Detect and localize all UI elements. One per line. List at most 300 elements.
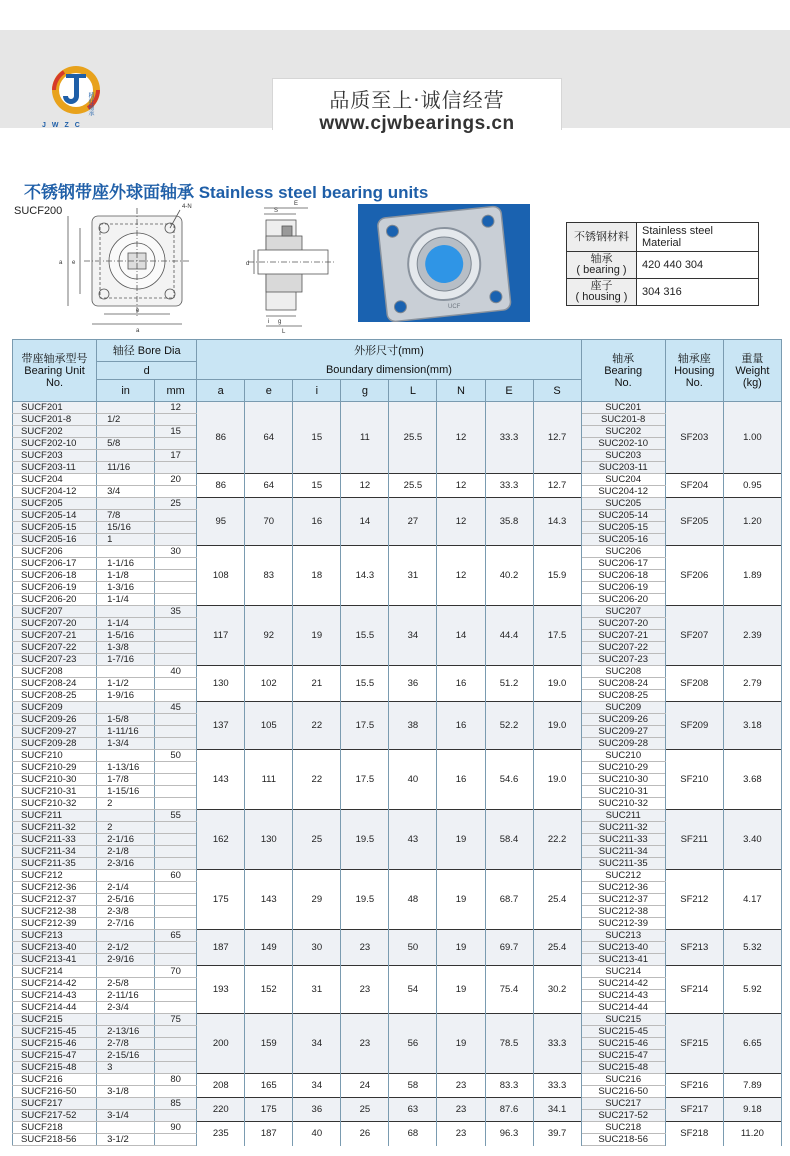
dim-e: 58.4 [485,810,533,870]
bore-in: 2-5/16 [97,894,155,906]
dim-e: 111 [245,750,293,810]
brand-box [272,78,562,134]
unit-number: SUCF206-19 [13,582,97,594]
bore-mm [155,558,197,570]
bore-mm [155,846,197,858]
dim-a: 86 [197,402,245,474]
bore-in: 2-9/16 [97,954,155,966]
unit-number: SUCF211-32 [13,822,97,834]
bore-mm [155,414,197,426]
bore-in: 2 [97,822,155,834]
bearing-number: SUC207-21 [581,630,665,642]
bore-in [97,870,155,882]
unit-number: SUCF207-23 [13,654,97,666]
bore-in: 1-1/4 [97,594,155,606]
bearing-number: SUC211 [581,810,665,822]
bore-mm [155,630,197,642]
bore-in: 1-5/16 [97,630,155,642]
bore-in: 1-1/2 [97,678,155,690]
material-table [566,222,759,306]
unit-number: SUCF210 [13,750,97,762]
bore-in: 1-3/4 [97,738,155,750]
header-weight-en: Weight [735,364,770,377]
bore-mm [155,1062,197,1074]
bearing-number: SUC211-34 [581,846,665,858]
unit-number: SUCF210-29 [13,762,97,774]
bore-mm [155,1038,197,1050]
housing-number: SF214 [665,966,723,1014]
unit-number: SUCF215-45 [13,1026,97,1038]
unit-number: SUCF212-36 [13,882,97,894]
spec-table [12,339,782,1146]
table-row [13,1098,782,1110]
bearing-number: SUC205-15 [581,522,665,534]
header-bearing [581,340,665,402]
bearing-number: SUC209-26 [581,714,665,726]
unit-number: SUCF209-28 [13,738,97,750]
housing-number: SF210 [665,750,723,810]
unit-number: SUCF201-8 [13,414,97,426]
bore-mm [155,1002,197,1014]
bore-mm [155,906,197,918]
dim-e: 92 [245,606,293,666]
bore-mm [155,954,197,966]
bore-mm: 55 [155,810,197,822]
bearing-number: SUC213-40 [581,942,665,954]
label-S: S [274,208,279,214]
table-row [13,870,782,882]
header-weight-unit: (kg) [742,376,762,389]
unit-number: SUCF211-35 [13,858,97,870]
bore-in [97,930,155,942]
bore-in: 3-1/8 [97,1086,155,1098]
header-mm: mm [155,380,197,402]
dim-e: 54.6 [485,750,533,810]
unit-number: SUCF207-22 [13,642,97,654]
bore-in: 2-1/16 [97,834,155,846]
dim-n: 12 [437,546,485,606]
bore-mm [155,1110,197,1122]
header-weight [723,340,781,402]
bore-in: 3-1/4 [97,1110,155,1122]
dim-l: 63 [389,1098,437,1122]
bearing-number: SUC209-28 [581,738,665,750]
bore-in: 2-7/16 [97,918,155,930]
bore-in: 3/4 [97,486,155,498]
dim-e: 143 [245,870,293,930]
bearing-number: SUC202 [581,426,665,438]
header-dim-g: g [341,380,389,402]
dim-s: 22.2 [533,810,581,870]
bore-in: 2 [97,798,155,810]
bearing-number: SUC218 [581,1122,665,1134]
dim-e: 64 [245,402,293,474]
table-row [13,1014,782,1026]
bore-mm: 85 [155,1098,197,1110]
material-value: 304 316 [637,279,759,306]
dim-e: 159 [245,1014,293,1074]
bore-in: 3 [97,1062,155,1074]
dim-a: 193 [197,966,245,1014]
material-row [567,223,759,252]
dim-s: 14.3 [533,498,581,546]
bearing-number: SUC212-36 [581,882,665,894]
material-key-cn: 座子 [590,280,613,292]
bore-mm: 35 [155,606,197,618]
unit-number: SUCF212-37 [13,894,97,906]
bore-in: 1-1/8 [97,570,155,582]
bearing-number: SUC203-11 [581,462,665,474]
dim-a: 175 [197,870,245,930]
dim-i: 30 [293,930,341,966]
material-key-en: ( bearing ) [576,264,627,276]
bore-mm [155,1050,197,1062]
bore-mm: 70 [155,966,197,978]
bore-in: 1-11/16 [97,726,155,738]
bearing-number: SUC204 [581,474,665,486]
unit-number: SUCF212-39 [13,918,97,930]
dim-i: 22 [293,702,341,750]
unit-number: SUCF207 [13,606,97,618]
bearing-number: SUC203 [581,450,665,462]
dim-n: 23 [437,1074,485,1098]
housing-number: SF207 [665,606,723,666]
bore-mm [155,462,197,474]
table-row [13,474,782,486]
bearing-number: SUC201-8 [581,414,665,426]
header-housing-en: Housing [674,364,715,377]
dim-i: 22 [293,750,341,810]
header-dim-n: N [437,380,485,402]
bearing-number: SUC209-27 [581,726,665,738]
unit-number: SUCF211-34 [13,846,97,858]
dim-e: 44.4 [485,606,533,666]
dim-i: 29 [293,870,341,930]
housing-number: SF216 [665,1074,723,1098]
bore-mm: 25 [155,498,197,510]
bore-in: 7/8 [97,510,155,522]
weight-value: 0.95 [723,474,781,498]
unit-number: SUCF208-25 [13,690,97,702]
table-row [13,1074,782,1086]
bore-mm [155,738,197,750]
unit-number: SUCF209-27 [13,726,97,738]
bearing-number: SUC210-29 [581,762,665,774]
dim-a: 86 [197,474,245,498]
bearing-number: SUC205 [581,498,665,510]
bore-in [97,1014,155,1026]
bearing-number: SUC215-47 [581,1050,665,1062]
bore-in [97,546,155,558]
dim-n: 19 [437,870,485,930]
dim-s: 25.4 [533,870,581,930]
bore-in [97,702,155,714]
housing-number: SF204 [665,474,723,498]
bearing-number: SUC214-44 [581,1002,665,1014]
bore-in: 2-11/16 [97,990,155,1002]
bore-in [97,1098,155,1110]
bore-mm [155,882,197,894]
dim-a: 108 [197,546,245,606]
dim-e: 187 [245,1122,293,1146]
dim-e: 149 [245,930,293,966]
table-row [13,606,782,618]
unit-number: SUCF211-33 [13,834,97,846]
bore-mm: 12 [155,402,197,414]
dim-g: 23 [341,930,389,966]
bearing-number: SUC205-14 [581,510,665,522]
bearing-number: SUC209 [581,702,665,714]
bore-in [97,498,155,510]
dim-g: 25 [341,1098,389,1122]
dim-n: 19 [437,1014,485,1074]
bearing-number: SUC208-25 [581,690,665,702]
bearing-number: SUC211-32 [581,822,665,834]
dim-e: 175 [245,1098,293,1122]
unit-number: SUCF210-31 [13,786,97,798]
dim-l: 56 [389,1014,437,1074]
bore-mm: 65 [155,930,197,942]
dim-a: 235 [197,1122,245,1146]
bore-in: 1-1/4 [97,618,155,630]
dim-l: 43 [389,810,437,870]
bearing-number: SUC207-23 [581,654,665,666]
table-row [13,498,782,510]
bore-mm [155,978,197,990]
bearing-number: SUC207 [581,606,665,618]
housing-number: SF203 [665,402,723,474]
table-row [13,1122,782,1134]
label-g: g [278,319,282,325]
dim-g: 24 [341,1074,389,1098]
dim-s: 39.7 [533,1122,581,1146]
header-dim-e: E [485,380,533,402]
header-housing-no: No. [685,376,703,389]
dim-s: 30.2 [533,966,581,1014]
material-value: 420 440 304 [637,252,759,279]
weight-value: 1.00 [723,402,781,474]
unit-number: SUCF204-12 [13,486,97,498]
dim-l: 34 [389,606,437,666]
weight-value: 11.20 [723,1122,781,1146]
header-dim-cn: 外形尺寸(mm) [197,340,581,362]
dim-g: 23 [341,1014,389,1074]
bore-in: 5/8 [97,438,155,450]
bore-mm [155,642,197,654]
bore-mm [155,510,197,522]
dim-i: 31 [293,966,341,1014]
bearing-number: SUC214-43 [581,990,665,1002]
dim-n: 16 [437,750,485,810]
unit-number: SUCF203 [13,450,97,462]
bore-in: 1-7/16 [97,654,155,666]
weight-value: 7.89 [723,1074,781,1098]
bearing-number: SUC204-12 [581,486,665,498]
dim-n: 23 [437,1122,485,1146]
unit-number: SUCF204 [13,474,97,486]
unit-number: SUCF205-15 [13,522,97,534]
housing-number: SF213 [665,930,723,966]
bearing-number: SUC201 [581,402,665,414]
housing-number: SF218 [665,1122,723,1146]
bore-mm [155,654,197,666]
unit-number: SUCF213-41 [13,954,97,966]
header-dim-i: i [293,380,341,402]
bearing-number: SUC217 [581,1098,665,1110]
dim-s: 19.0 [533,666,581,702]
unit-number: SUCF206-18 [13,570,97,582]
unit-number: SUCF210-32 [13,798,97,810]
dim-g: 26 [341,1122,389,1146]
bore-in: 2-1/8 [97,846,155,858]
housing-number: SF206 [665,546,723,606]
material-row [567,252,759,279]
bore-mm [155,714,197,726]
dim-a: 117 [197,606,245,666]
bore-in [97,474,155,486]
header-dim-s: S [533,380,581,402]
weight-value: 5.92 [723,966,781,1014]
housing-number: SF215 [665,1014,723,1074]
bearing-number: SUC212-39 [581,918,665,930]
logo-caption: 精旺轴承 [87,92,93,116]
bearing-number: SUC206-20 [581,594,665,606]
housing-number: SF217 [665,1098,723,1122]
dim-n: 12 [437,402,485,474]
unit-number: SUCF213 [13,930,97,942]
bearing-number: SUC211-33 [581,834,665,846]
bore-mm: 45 [155,702,197,714]
unit-number: SUCF215-46 [13,1038,97,1050]
dim-n: 12 [437,474,485,498]
bore-mm [155,942,197,954]
dim-i: 16 [293,498,341,546]
bearing-number: SUC212-37 [581,894,665,906]
bearing-number: SUC216-50 [581,1086,665,1098]
dim-i: 25 [293,810,341,870]
bearing-number: SUC214-42 [581,978,665,990]
dim-i: 15 [293,474,341,498]
dim-n: 12 [437,498,485,546]
unit-number: SUCF213-40 [13,942,97,954]
bearing-number: SUC210-31 [581,786,665,798]
table-row [13,702,782,714]
bore-mm [155,786,197,798]
material-key-en: ( housing ) [575,291,628,303]
weight-value: 1.20 [723,498,781,546]
housing-number: SF212 [665,870,723,930]
bore-in: 2-13/16 [97,1026,155,1038]
dim-l: 40 [389,750,437,810]
product-photo [358,204,530,322]
dim-l: 38 [389,702,437,750]
dim-g: 19.5 [341,810,389,870]
bearing-number: SUC207-22 [581,642,665,654]
unit-number: SUCF207-21 [13,630,97,642]
label-E: E [294,201,299,207]
dim-g: 14.3 [341,546,389,606]
header-bearing-no: No. [614,376,632,389]
section-title: 不锈钢带座外球面轴承 Stainless steel bearing units [24,183,429,202]
dim-e: 35.8 [485,498,533,546]
logo-text: JWZC [42,122,86,129]
housing-number: SF208 [665,666,723,702]
bearing-number: SUC212 [581,870,665,882]
bore-mm: 90 [155,1122,197,1134]
bore-in [97,606,155,618]
unit-number: SUCF214-43 [13,990,97,1002]
bore-mm [155,726,197,738]
dim-n: 19 [437,930,485,966]
label-e-bottom: e [136,308,140,314]
unit-number: SUCF218 [13,1122,97,1134]
dim-l: 48 [389,870,437,930]
label-i: i [268,319,270,325]
dim-s: 15.9 [533,546,581,606]
dim-e: 102 [245,666,293,702]
dim-a: 137 [197,702,245,750]
header-unit [13,340,97,402]
dim-i: 34 [293,1014,341,1074]
bearing-number: SUC212-38 [581,906,665,918]
dim-e: 70 [245,498,293,546]
dim-g: 17.5 [341,702,389,750]
material-value: Stainless steel Material [637,223,759,252]
unit-number: SUCF205 [13,498,97,510]
dim-l: 25.5 [389,402,437,474]
dim-g: 23 [341,966,389,1014]
table-row [13,546,782,558]
dim-e: 33.3 [485,474,533,498]
weight-value: 4.17 [723,870,781,930]
bearing-number: SUC208-24 [581,678,665,690]
bore-in [97,810,155,822]
bore-mm [155,570,197,582]
dim-a: 95 [197,498,245,546]
dim-e: 75.4 [485,966,533,1014]
bore-in: 2-15/16 [97,1050,155,1062]
bore-mm [155,438,197,450]
header-unit-cn: 带座轴承型号 [21,352,88,365]
website-link[interactable]: www.cjwbearings.cn [319,113,515,134]
bore-in: 3-1/2 [97,1134,155,1146]
bore-mm [155,1026,197,1038]
dim-g: 11 [341,402,389,474]
dim-e: 165 [245,1074,293,1098]
dim-e: 78.5 [485,1014,533,1074]
table-row [13,810,782,822]
weight-value: 3.68 [723,750,781,810]
dim-s: 33.3 [533,1014,581,1074]
bore-in [97,426,155,438]
dim-n: 16 [437,666,485,702]
header-dim-a: a [197,380,245,402]
bore-mm [155,894,197,906]
bore-in: 1/2 [97,414,155,426]
bearing-number: SUC216 [581,1074,665,1086]
dim-n: 23 [437,1098,485,1122]
unit-number: SUCF208 [13,666,97,678]
unit-number: SUCF215-47 [13,1050,97,1062]
bore-mm [155,834,197,846]
dim-a: 220 [197,1098,245,1122]
bearing-number: SUC211-35 [581,858,665,870]
bearing-number: SUC214 [581,966,665,978]
header-bearing-cn: 轴承 [612,352,635,365]
dim-i: 36 [293,1098,341,1122]
dim-s: 12.7 [533,474,581,498]
bore-mm [155,822,197,834]
